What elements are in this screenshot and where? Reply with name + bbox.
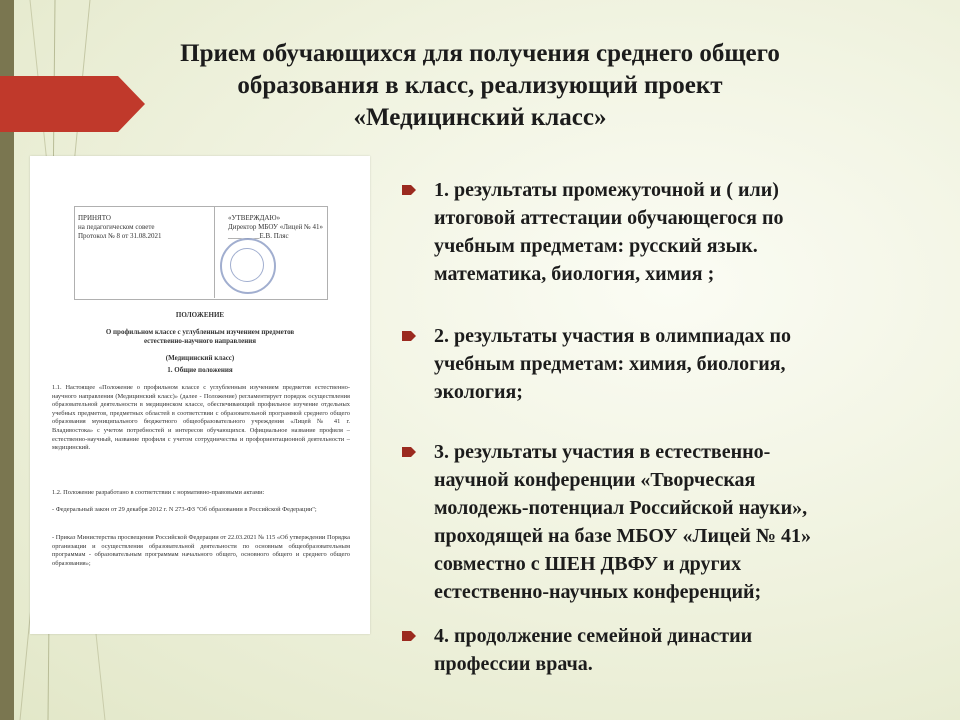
criteria-line: учебным предметам: химия, биология, — [434, 353, 786, 375]
criteria-line: естественно-научных конференций; — [434, 581, 762, 603]
title-line: образования в класс, реализующий проект — [237, 72, 723, 99]
criteria-line: 2. результаты участия в олимпиадах по — [434, 325, 792, 347]
document-section-title: 1. Общие положения — [167, 366, 233, 374]
scanned-document — [30, 156, 370, 634]
header-right-line: «УТВЕРЖДАЮ» — [228, 214, 281, 222]
document-header-right — [228, 214, 323, 241]
arrow-bullet-icon — [402, 631, 416, 641]
document-paragraph: - Федеральный закон от 29 декабря 2012 г. N 273-ФЗ "Об образовании в Российской Федерации"; — [52, 506, 317, 513]
criteria-line: экология; — [434, 381, 523, 403]
criteria-line: 1. результаты промежуточной и ( или) — [434, 179, 779, 201]
criteria-line: научной конференции «Творческая — [434, 469, 756, 491]
seal-stamp-icon — [220, 238, 276, 294]
header-right-line: Директор МБОУ «Лицей № 41» — [228, 223, 323, 231]
header-left-line: ПРИНЯТО — [78, 214, 111, 222]
criteria-line: учебным предметам: русский язык. — [434, 235, 758, 257]
arrow-bullet-icon — [402, 331, 416, 341]
document-class-name: (Медицинский класс) — [165, 354, 235, 362]
document-paragraph: 1.2. Положение разработано в соответствии с нормативно-правовыми актами: — [52, 489, 265, 496]
document-subheading-line: О профильном классе с углубленным изучением предметов — [105, 328, 295, 336]
document-paragraph: 1.1. Настоящее «Положение о профильном классе с углубленным изучением предметов естественно-научного направления (Медицинский класс)» (далее - Положение) регламентирует порядок осуществления образовательной деятельности в медицинском классе, обеспечивающий профильное изучение отдельных учебных предметов, предметных областей в соответствии с образовательной программой среднего общего образования муниципального бюджетного общеобразовательного учреждения «Лицей № 41 г. Владивостока» с учетом потребностей и интересов обучающихся. Официальное название профиля – естественно-научный, название профиля с учетом сотрудничества и профориентационной деятельности – медицинский. — [52, 384, 350, 452]
arrow-bullet-icon — [402, 447, 416, 457]
criteria-line: итоговой аттестации обучающегося по — [434, 207, 784, 229]
title-line: Прием обучающихся для получения среднего общего — [180, 40, 780, 67]
document-paragraph: - Приказ Министерства просвещения Российской Федерации от 22.03.2021 № 115 «Об утверждении Порядка организации и осуществления образовательной деятельности по основным общеобразовательным программам - образовательным программам начального общего, основного общего и среднего общего образования»; — [52, 534, 350, 567]
criteria-line: профессии врача. — [434, 653, 593, 675]
criteria-line: молодежь-потенциал Российской науки», — [434, 497, 808, 519]
arrow-bullet-icon — [402, 185, 416, 195]
criteria-line: проходящей на базе МБОУ «Лицей № 41» — [434, 525, 811, 547]
document-header-left — [78, 214, 162, 241]
document-header-divider — [214, 206, 215, 298]
criteria-line: совместно с ШЕН ДВФУ и других — [434, 553, 742, 575]
header-left-line: Протокол № 8 от 31.08.2021 — [78, 232, 162, 240]
header-right-line: _________Е.В. Пляс — [228, 232, 289, 240]
document-subheading-line: естественно-научного направления — [143, 337, 257, 345]
header-left-line: на педагогическом совете — [78, 223, 155, 231]
slide-title — [60, 38, 900, 134]
criteria-line: 3. результаты участия в естественно- — [434, 441, 771, 463]
criteria-line: математика, биология, химия ; — [434, 263, 715, 285]
title-line: «Медицинский класс» — [353, 104, 607, 131]
criteria-line: 4. продолжение семейной династии — [434, 625, 753, 647]
document-heading: ПОЛОЖЕНИЕ — [175, 311, 225, 319]
